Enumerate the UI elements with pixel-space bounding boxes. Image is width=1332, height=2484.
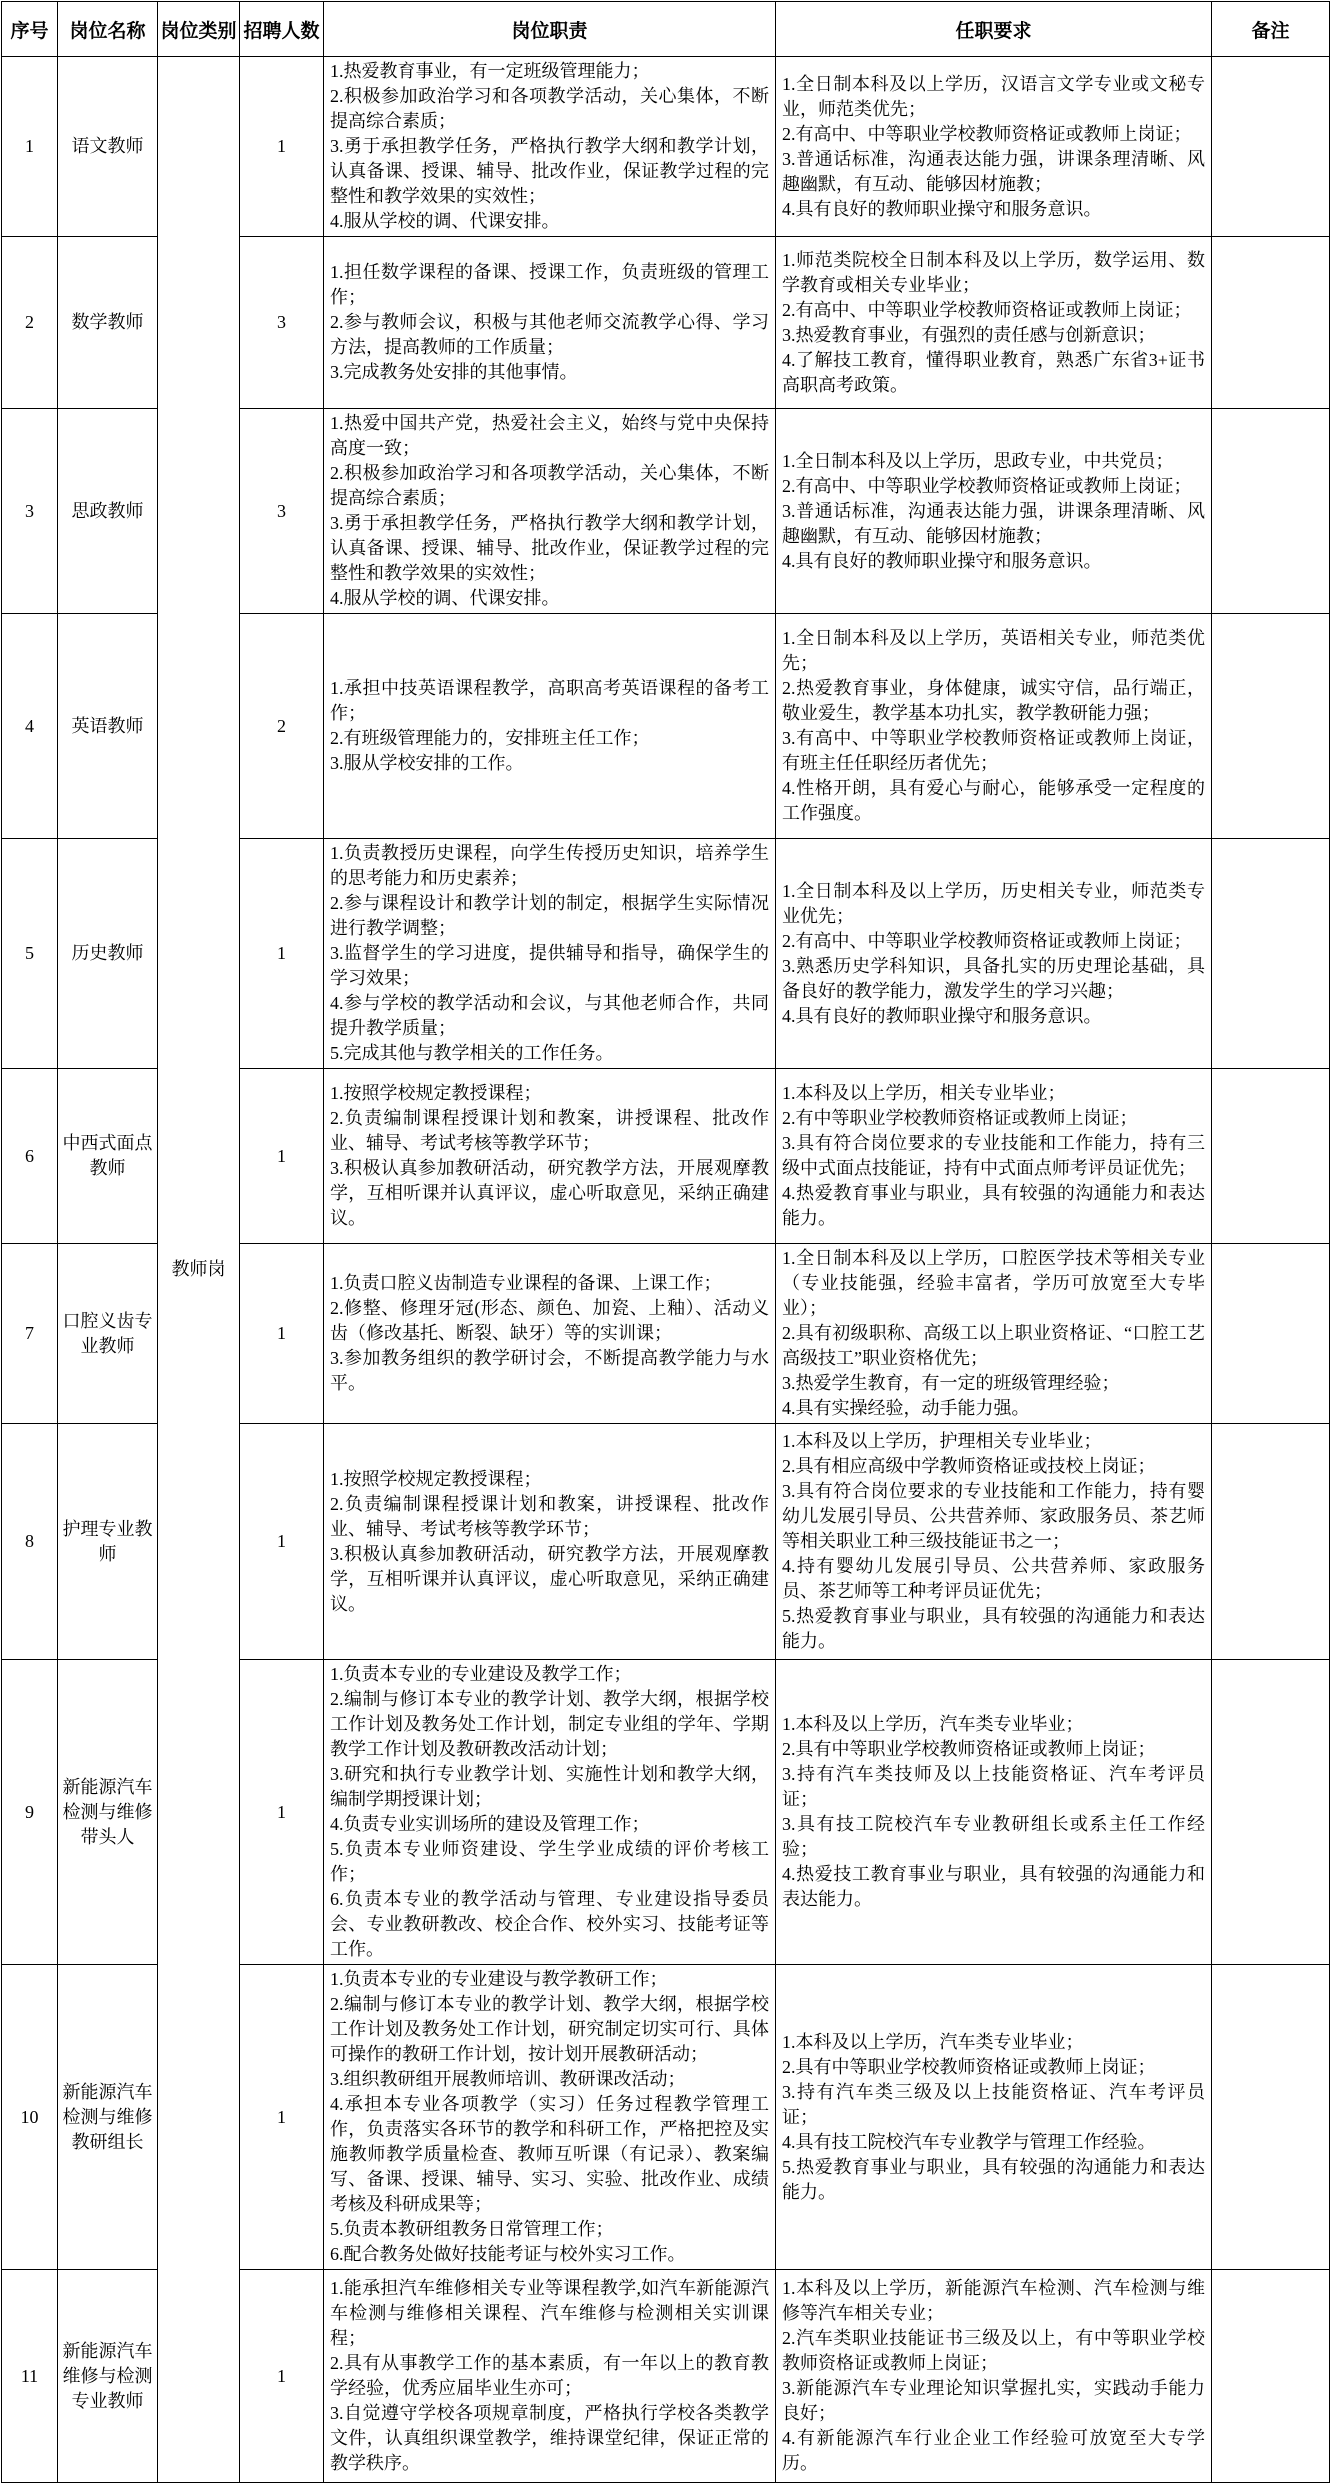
requirement-item: 3.持有汽车类三级及以上技能资格证、汽车考评员证； (782, 2081, 1205, 2127)
recruit-count-cell: 1 (240, 839, 324, 1069)
position-category-cell: 教师岗 (158, 57, 240, 2483)
remark-cell (1212, 409, 1330, 614)
duty-item: 1.热爱中国共产党，热爱社会主义，始终与党中央保持高度一致； (330, 413, 769, 458)
requirement-item: 4.热爱教育事业与职业，具有较强的沟通能力和表达能力。 (782, 1183, 1205, 1228)
requirement-item: 3.具有符合岗位要求的专业技能和工作能力，持有婴幼儿发展引导员、公共营养师、家政服务员、茶艺师等相关职业工种三级技能证书之一； (782, 1481, 1205, 1551)
position-name-cell: 新能源汽车检测与维修教研组长 (58, 1965, 158, 2270)
requirement-item: 4.有新能源汽车行业企业工作经验可放宽至大专学历。 (782, 2428, 1205, 2473)
duties-cell (324, 839, 776, 1069)
duties-cell (324, 1244, 776, 1424)
requirement-item: 2.有高中、中等职业学校教师资格证或教师上岗证； (782, 123, 1192, 144)
recruit-count-cell: 1 (240, 1244, 324, 1424)
position-name-cell: 历史教师 (58, 839, 158, 1069)
position-name-cell: 数学教师 (58, 237, 158, 409)
duty-item: 5.完成其他与教学相关的工作任务。 (330, 1043, 614, 1063)
requirement-item: 4.具有良好的教师职业操守和服务意识。 (782, 1005, 1102, 1026)
duty-item: 3.完成教务处安排的其他事情。 (330, 362, 578, 382)
recruit-count-cell: 3 (240, 237, 324, 409)
duty-item: 1.能承担汽车维修相关专业等课程教学,如汽车新能源汽车检测与维修相关课程、汽车维修与检测相关实训课程； (330, 2278, 769, 2348)
row-number-cell: 4 (2, 614, 58, 839)
recruit-count-cell: 1 (240, 1069, 324, 1244)
requirement-item: 1.本科及以上学历，汽车类专业毕业； (782, 1714, 1084, 1734)
row-number-cell: 2 (2, 237, 58, 409)
requirement-item: 2.热爱教育事业，身体健康，诚实守信，品行端正，敬业爱生，教学基本功扎实，教学教研能力强； (782, 678, 1205, 723)
position-name-cell: 护理专业教师 (58, 1424, 158, 1660)
duty-item: 1.负责教授历史课程，向学生传授历史知识，培养学生的思考能力和历史素养； (330, 843, 769, 888)
duty-item: 3.自觉遵守学校各项规章制度，严格执行学校各类教学文件，认真组织课堂教学，维持课堂纪律，保证正常的教学秩序。 (330, 2403, 769, 2473)
duty-item: 3.研究和执行专业教学计划、实施性计划和教学大纲，编制学期授课计划； (330, 1764, 769, 1809)
requirement-item: 4.具有良好的教师职业操守和服务意识。 (782, 550, 1102, 571)
duty-item: 2.参与教师会议，积极与其他老师交流教学心得、学习方法，提高教师的工作质量； (330, 312, 769, 357)
duty-item: 6.负责本专业的教学活动与管理、专业建设指导委员会、专业教研教改、校企合作、校外实习、技能考证等工作。 (330, 1889, 769, 1959)
duty-item: 5.负责本专业师资建设、学生学业成绩的评价考核工作； (330, 1839, 769, 1884)
duty-item: 4.服从学校的调、代课安排。 (330, 211, 560, 231)
requirement-item: 4.具有良好的教师职业操守和服务意识。 (782, 198, 1102, 219)
header-position-name: 岗位名称 (58, 2, 158, 57)
requirement-item: 1.本科及以上学历，汽车类专业毕业； (782, 2031, 1084, 2052)
requirement-item: 3.具有符合岗位要求的专业技能和工作能力，持有三级中式面点技能证，持有中式面点师考评员证优先； (782, 1133, 1205, 1178)
requirement-item: 1.全日制本科及以上学历，思政专业，中共党员； (782, 450, 1174, 471)
duty-item: 2.有班级管理能力的，安排班主任工作； (330, 728, 650, 748)
requirement-item: 4.了解技工教育，懂得职业教育，熟悉广东省3+证书高职高考政策。 (782, 349, 1205, 395)
duty-item: 3.服从学校安排的工作。 (330, 753, 524, 773)
duty-item: 1.负责口腔义齿制造专业课程的备课、上课工作； (330, 1273, 722, 1293)
duties-cell (324, 2270, 776, 2483)
duty-item: 2.修整、修理牙冠(形态、颜色、加瓷、上釉）、活动义齿（修改基托、断裂、缺牙）等的实训课； (330, 1298, 769, 1343)
row-number-cell: 9 (2, 1660, 58, 1965)
requirement-item: 3.有高中、中等职业学校教师资格证或教师上岗证，有班主任任职经历者优先； (782, 728, 1205, 773)
duty-item: 4.负责专业实训场所的建设及管理工作； (330, 1814, 650, 1834)
requirement-item: 2.有高中、中等职业学校教师资格证或教师上岗证； (782, 299, 1192, 320)
requirement-item: 2.有高中、中等职业学校教师资格证或教师上岗证； (782, 930, 1192, 951)
requirement-item: 4.具有实操经验，动手能力强。 (782, 1398, 1030, 1418)
requirement-item: 5.热爱教育事业与职业，具有较强的沟通能力和表达能力。 (782, 2156, 1205, 2202)
row-number-cell: 11 (2, 2270, 58, 2483)
requirement-item: 2.汽车类职业技能证书三级及以上，有中等职业学校教师资格证或教师上岗证； (782, 2328, 1205, 2373)
duty-item: 1.担任数学课程的备课、授课工作，负责班级的管理工作； (330, 262, 769, 307)
duty-item: 2.积极参加政治学习和各项教学活动，关心集体，不断提高综合素质； (330, 463, 769, 508)
recruit-count-cell: 1 (240, 1965, 324, 2270)
requirements-cell (776, 1069, 1212, 1244)
duty-item: 2.负责编制课程授课计划和教案，讲授课程、批改作业、辅导、考试考核等教学环节； (330, 1493, 769, 1539)
duty-item: 1.热爱教育事业，有一定班级管理能力； (330, 61, 650, 81)
duty-item: 1.承担中技英语课程教学，高职高考英语课程的备考工作； (330, 678, 769, 723)
header-row (2, 2, 1330, 57)
requirement-item: 2.具有相应高级中学教师资格证或技校上岗证； (782, 1456, 1156, 1476)
requirement-item: 1.全日制本科及以上学历，英语相关专业，师范类优先； (782, 628, 1205, 673)
duty-item: 4.承担本专业各项教学（实习）任务过程教学管理工作，负责落实各环节的教学和科研工作，严格把控及实施教师教学质量检查、教师互听课（有记录）、教案编写、备课、授课、辅导、实习、实验、批改作业、成绩考核及科研成果等； (330, 2094, 769, 2214)
duty-item: 4.服从学校的调、代课安排。 (330, 588, 560, 608)
requirements-cell (776, 839, 1212, 1069)
row-number-cell: 6 (2, 1069, 58, 1244)
row-number-cell: 7 (2, 1244, 58, 1424)
recruitment-table (1, 1, 1330, 2483)
position-name-cell: 思政教师 (58, 409, 158, 614)
requirement-item: 1.师范类院校全日制本科及以上学历，数学运用、数学教育或相关专业毕业； (782, 249, 1205, 295)
remark-cell (1212, 1244, 1330, 1424)
requirement-item: 3.普通话标准，沟通表达能力强，讲课条理清晰、风趣幽默，有互动、能够因材施教； (782, 500, 1205, 546)
requirements-cell (776, 57, 1212, 237)
remark-cell (1212, 237, 1330, 409)
duty-item: 3.积极认真参加教研活动，研究教学方法，开展观摩教学，互相听课并认真评议，虚心听取意见，采纳正确建议。 (330, 1158, 769, 1228)
requirement-item: 1.全日制本科及以上学历，汉语言文学专业或文秘专业，师范类优先； (782, 73, 1205, 119)
table-row (2, 57, 1330, 237)
duties-cell (324, 409, 776, 614)
recruit-count-cell: 3 (240, 409, 324, 614)
duty-item: 1.按照学校规定教授课程； (330, 1083, 542, 1103)
requirement-item: 3.热爱教育事业，有强烈的责任感与创新意识； (782, 324, 1156, 345)
requirement-item: 3.持有汽车类技师及以上技能资格证、汽车考评员证； (782, 1764, 1205, 1809)
header-seq: 序号 (2, 2, 58, 57)
requirements-cell (776, 1424, 1212, 1660)
requirement-item: 2.具有中等职业学校教师资格证或教师上岗证； (782, 2056, 1156, 2077)
requirements-cell (776, 1244, 1212, 1424)
header-position-category: 岗位类别 (158, 2, 240, 57)
duty-item: 2.编制与修订本专业的教学计划、教学大纲，根据学校工作计划及教务处工作计划，制定专业组的学年、学期教学工作计划及教研教改活动计划； (330, 1689, 769, 1759)
header-duties: 岗位职责 (324, 2, 776, 57)
remark-cell (1212, 57, 1330, 237)
requirement-item: 4.具有技工院校汽车专业教学与管理工作经验。 (782, 2131, 1156, 2152)
requirement-item: 3.普通话标准，沟通表达能力强，讲课条理清晰、风趣幽默，有互动、能够因材施教； (782, 148, 1205, 194)
duty-item: 1.负责本专业的专业建设及教学工作； (330, 1664, 632, 1684)
header-remark: 备注 (1212, 2, 1330, 57)
duty-item: 2.编制与修订本专业的教学计划、教学大纲，根据学校工作计划及教务处工作计划，研究制定切实可行、具体可操作的教研工作计划，按计划开展教研活动； (330, 1994, 769, 2064)
position-name-cell: 中西式面点教师 (58, 1069, 158, 1244)
requirement-item: 3.热爱学生教育，有一定的班级管理经验； (782, 1373, 1120, 1393)
duty-item: 3.监督学生的学习进度，提供辅导和指导，确保学生的学习效果； (330, 943, 769, 988)
recruit-count-cell: 1 (240, 1660, 324, 1965)
duty-item: 3.组织教研组开展教师培训、教研课改活动； (330, 2069, 686, 2089)
remark-cell (1212, 2270, 1330, 2483)
row-number-cell: 3 (2, 409, 58, 614)
remark-cell (1212, 839, 1330, 1069)
row-number-cell: 5 (2, 839, 58, 1069)
duty-item: 2.负责编制课程授课计划和教案，讲授课程、批改作业、辅导、考试考核等教学环节； (330, 1108, 769, 1153)
requirements-cell (776, 237, 1212, 409)
duties-cell (324, 237, 776, 409)
duty-item: 6.配合教务处做好技能考证与校外实习工作。 (330, 2244, 686, 2264)
remark-cell (1212, 614, 1330, 839)
recruit-count-cell: 1 (240, 1424, 324, 1660)
duties-cell (324, 57, 776, 237)
duties-cell (324, 1069, 776, 1244)
duties-cell (324, 614, 776, 839)
duties-cell (324, 1965, 776, 2270)
requirement-item: 2.具有初级职称、高级工以上职业资格证、“口腔工艺高级技工”职业资格优先； (782, 1323, 1205, 1368)
duty-item: 1.按照学校规定教授课程； (330, 1468, 542, 1489)
requirements-cell (776, 409, 1212, 614)
duty-item: 1.负责本专业的专业建设与教学教研工作； (330, 1969, 668, 1989)
duty-item: 3.勇于承担教学任务，严格执行教学大纲和教学计划，认真备课、授课、辅导、批改作业，保证教学过程的完整性和教学效果的实效性； (330, 136, 769, 206)
duty-item: 3.积极认真参加教研活动，研究教学方法，开展观摩教学，互相听课并认真评议，虚心听取意见，采纳正确建议。 (330, 1543, 769, 1614)
position-name-cell: 英语教师 (58, 614, 158, 839)
requirements-cell (776, 614, 1212, 839)
remark-cell (1212, 1424, 1330, 1660)
row-number-cell: 8 (2, 1424, 58, 1660)
requirement-item: 2.具有中等职业学校教师资格证或教师上岗证； (782, 1739, 1156, 1759)
duty-item: 5.负责本教研组教务日常管理工作； (330, 2219, 614, 2239)
duties-cell (324, 1424, 776, 1660)
requirement-item: 5.热爱教育事业与职业，具有较强的沟通能力和表达能力。 (782, 1606, 1205, 1651)
requirement-item: 1.全日制本科及以上学历，口腔医学技术等相关专业（专业技能强，经验丰富者，学历可放宽至大专毕业）； (782, 1248, 1205, 1318)
duty-item: 4.参与学校的教学活动和会议，与其他老师合作，共同提升教学质量； (330, 993, 769, 1038)
position-name-cell: 新能源汽车检测与维修带头人 (58, 1660, 158, 1965)
table-body (2, 57, 1330, 2483)
requirement-item: 3.熟悉历史学科知识，具备扎实的历史理论基础，具备良好的教学能力，激发学生的学习兴趣； (782, 955, 1205, 1001)
row-number-cell: 10 (2, 1965, 58, 2270)
requirement-item: 3.具有技工院校汽车专业教研组长或系主任工作经验； (782, 1814, 1205, 1859)
position-name-cell: 口腔义齿专业教师 (58, 1244, 158, 1424)
recruit-count-cell: 1 (240, 2270, 324, 2483)
row-number-cell: 1 (2, 57, 58, 237)
duty-item: 2.积极参加政治学习和各项教学活动，关心集体，不断提高综合素质； (330, 86, 769, 131)
header-requirements: 任职要求 (776, 2, 1212, 57)
duty-item: 3.勇于承担教学任务，严格执行教学大纲和教学计划，认真备课、授课、辅导、批改作业，保证教学过程的完整性和教学效果的实效性； (330, 513, 769, 583)
remark-cell (1212, 1069, 1330, 1244)
recruit-count-cell: 2 (240, 614, 324, 839)
duty-item: 2.具有从事教学工作的基本素质，有一年以上的教育教学经验，优秀应届毕业生亦可； (330, 2353, 769, 2398)
remark-cell (1212, 1660, 1330, 1965)
requirement-item: 4.性格开朗，具有爱心与耐心，能够承受一定程度的工作强度。 (782, 778, 1205, 823)
requirement-item: 4.热爱技工教育事业与职业，具有较强的沟通能力和表达能力。 (782, 1864, 1205, 1909)
position-name-cell: 语文教师 (58, 57, 158, 237)
requirement-item: 1.本科及以上学历，相关专业毕业； (782, 1083, 1066, 1103)
requirements-cell (776, 1660, 1212, 1965)
requirements-cell (776, 2270, 1212, 2483)
requirement-item: 1.全日制本科及以上学历，历史相关专业，师范类专业优先； (782, 880, 1205, 926)
duty-item: 3.参加教务组织的教学研讨会，不断提高教学能力与水平。 (330, 1348, 769, 1393)
recruit-count-cell: 1 (240, 57, 324, 237)
requirement-item: 2.有中等职业学校教师资格证或教师上岗证； (782, 1108, 1138, 1128)
requirements-cell (776, 1965, 1212, 2270)
requirement-item: 1.本科及以上学历，新能源汽车检测、汽车检测与维修等汽车相关专业； (782, 2278, 1205, 2323)
remark-cell (1212, 1965, 1330, 2270)
header-recruit-count: 招聘人数 (240, 2, 324, 57)
duty-item: 2.参与课程设计和教学计划的制定，根据学生实际情况进行教学调整； (330, 893, 769, 938)
position-name-cell: 新能源汽车维修与检测专业教师 (58, 2270, 158, 2483)
requirement-item: 3.新能源汽车专业理论知识掌握扎实，实践动手能力良好； (782, 2378, 1205, 2423)
requirement-item: 4.持有婴幼儿发展引导员、公共营养师、家政服务员、茶艺师等工种考评员证优先； (782, 1556, 1205, 1601)
requirement-item: 2.有高中、中等职业学校教师资格证或教师上岗证； (782, 475, 1192, 496)
requirement-item: 1.本科及以上学历，护理相关专业毕业； (782, 1431, 1102, 1451)
duties-cell (324, 1660, 776, 1965)
